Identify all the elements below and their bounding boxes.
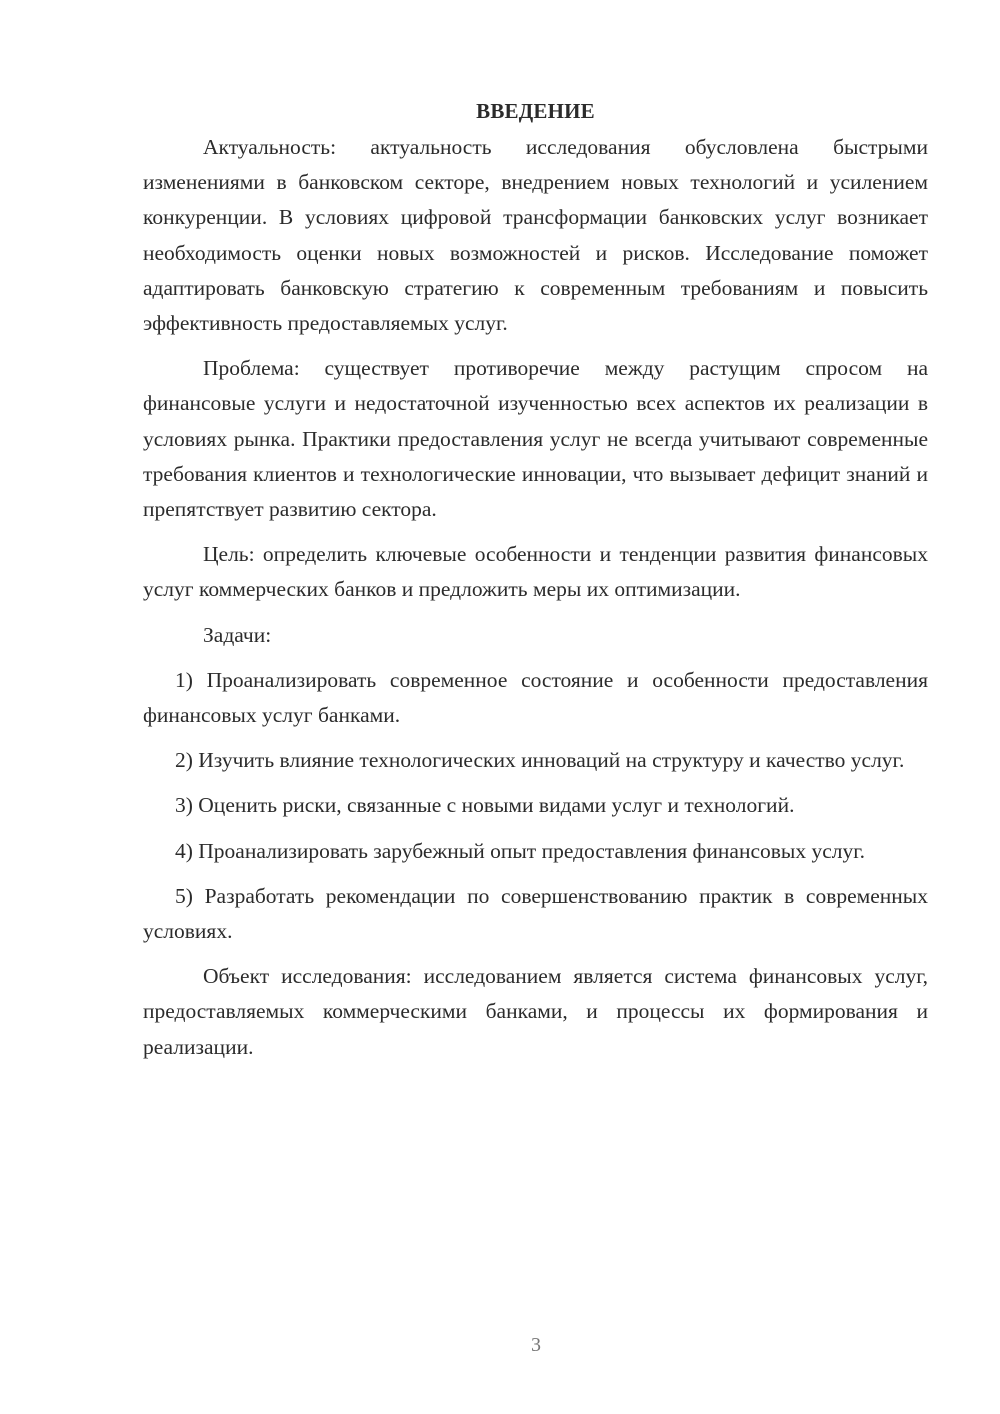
section-title: ВВЕДЕНИЕ [476,99,595,123]
paragraph-problem: Проблема: существует противоречие между растущим спросом на финансовые услуги и недостаточной изученностью всех аспектов их реализации в условиях рынка. Практики предоставления услуг не всегда учитывают современные требования клиентов и технологические инновации, что вызывает дефицит знаний и препятствует развитию сектора. [143,356,928,522]
task-item-5: 5) Разработать рекомендации по совершенствованию практик в современных условиях. [143,883,928,944]
page-content [143,92,928,1075]
paragraph-object: Объект исследования: исследованием является система финансовых услуг, предоставляемых коммерческими банками, и процессы их формирования и реализации. [143,964,928,1059]
paragraph-relevance: Актуальность: актуальность исследования обусловлена быстрыми изменениями в банковском секторе, внедрением новых технологий и усилением конкуренции. В условиях цифровой трансформации банковских услуг возникает необходимость оценки новых возможностей и рисков. Исследование поможет адаптировать банковскую стратегию к современным требованиям и повысить эффективность предоставляемых услуг. [143,135,928,336]
task-item-2: 2) Изучить влияние технологических инноваций на структуру и качество услуг. [175,748,905,773]
paragraph-goal: Цель: определить ключевые особенности и тенденции развития финансовых услуг коммерческих банков и предложить меры их оптимизации. [143,542,928,602]
tasks-heading: Задачи: [203,622,272,647]
task-item-4: 4) Проанализировать зарубежный опыт предоставления финансовых услуг. [175,838,866,863]
page-number: 3 [531,1334,541,1356]
task-item-1: 1) Проанализировать современное состояние и особенности предоставления финансовых услуг банками. [143,667,928,728]
task-item-3: 3) Оценить риски, связанные с новыми видами услуг и технологий. [175,793,795,818]
